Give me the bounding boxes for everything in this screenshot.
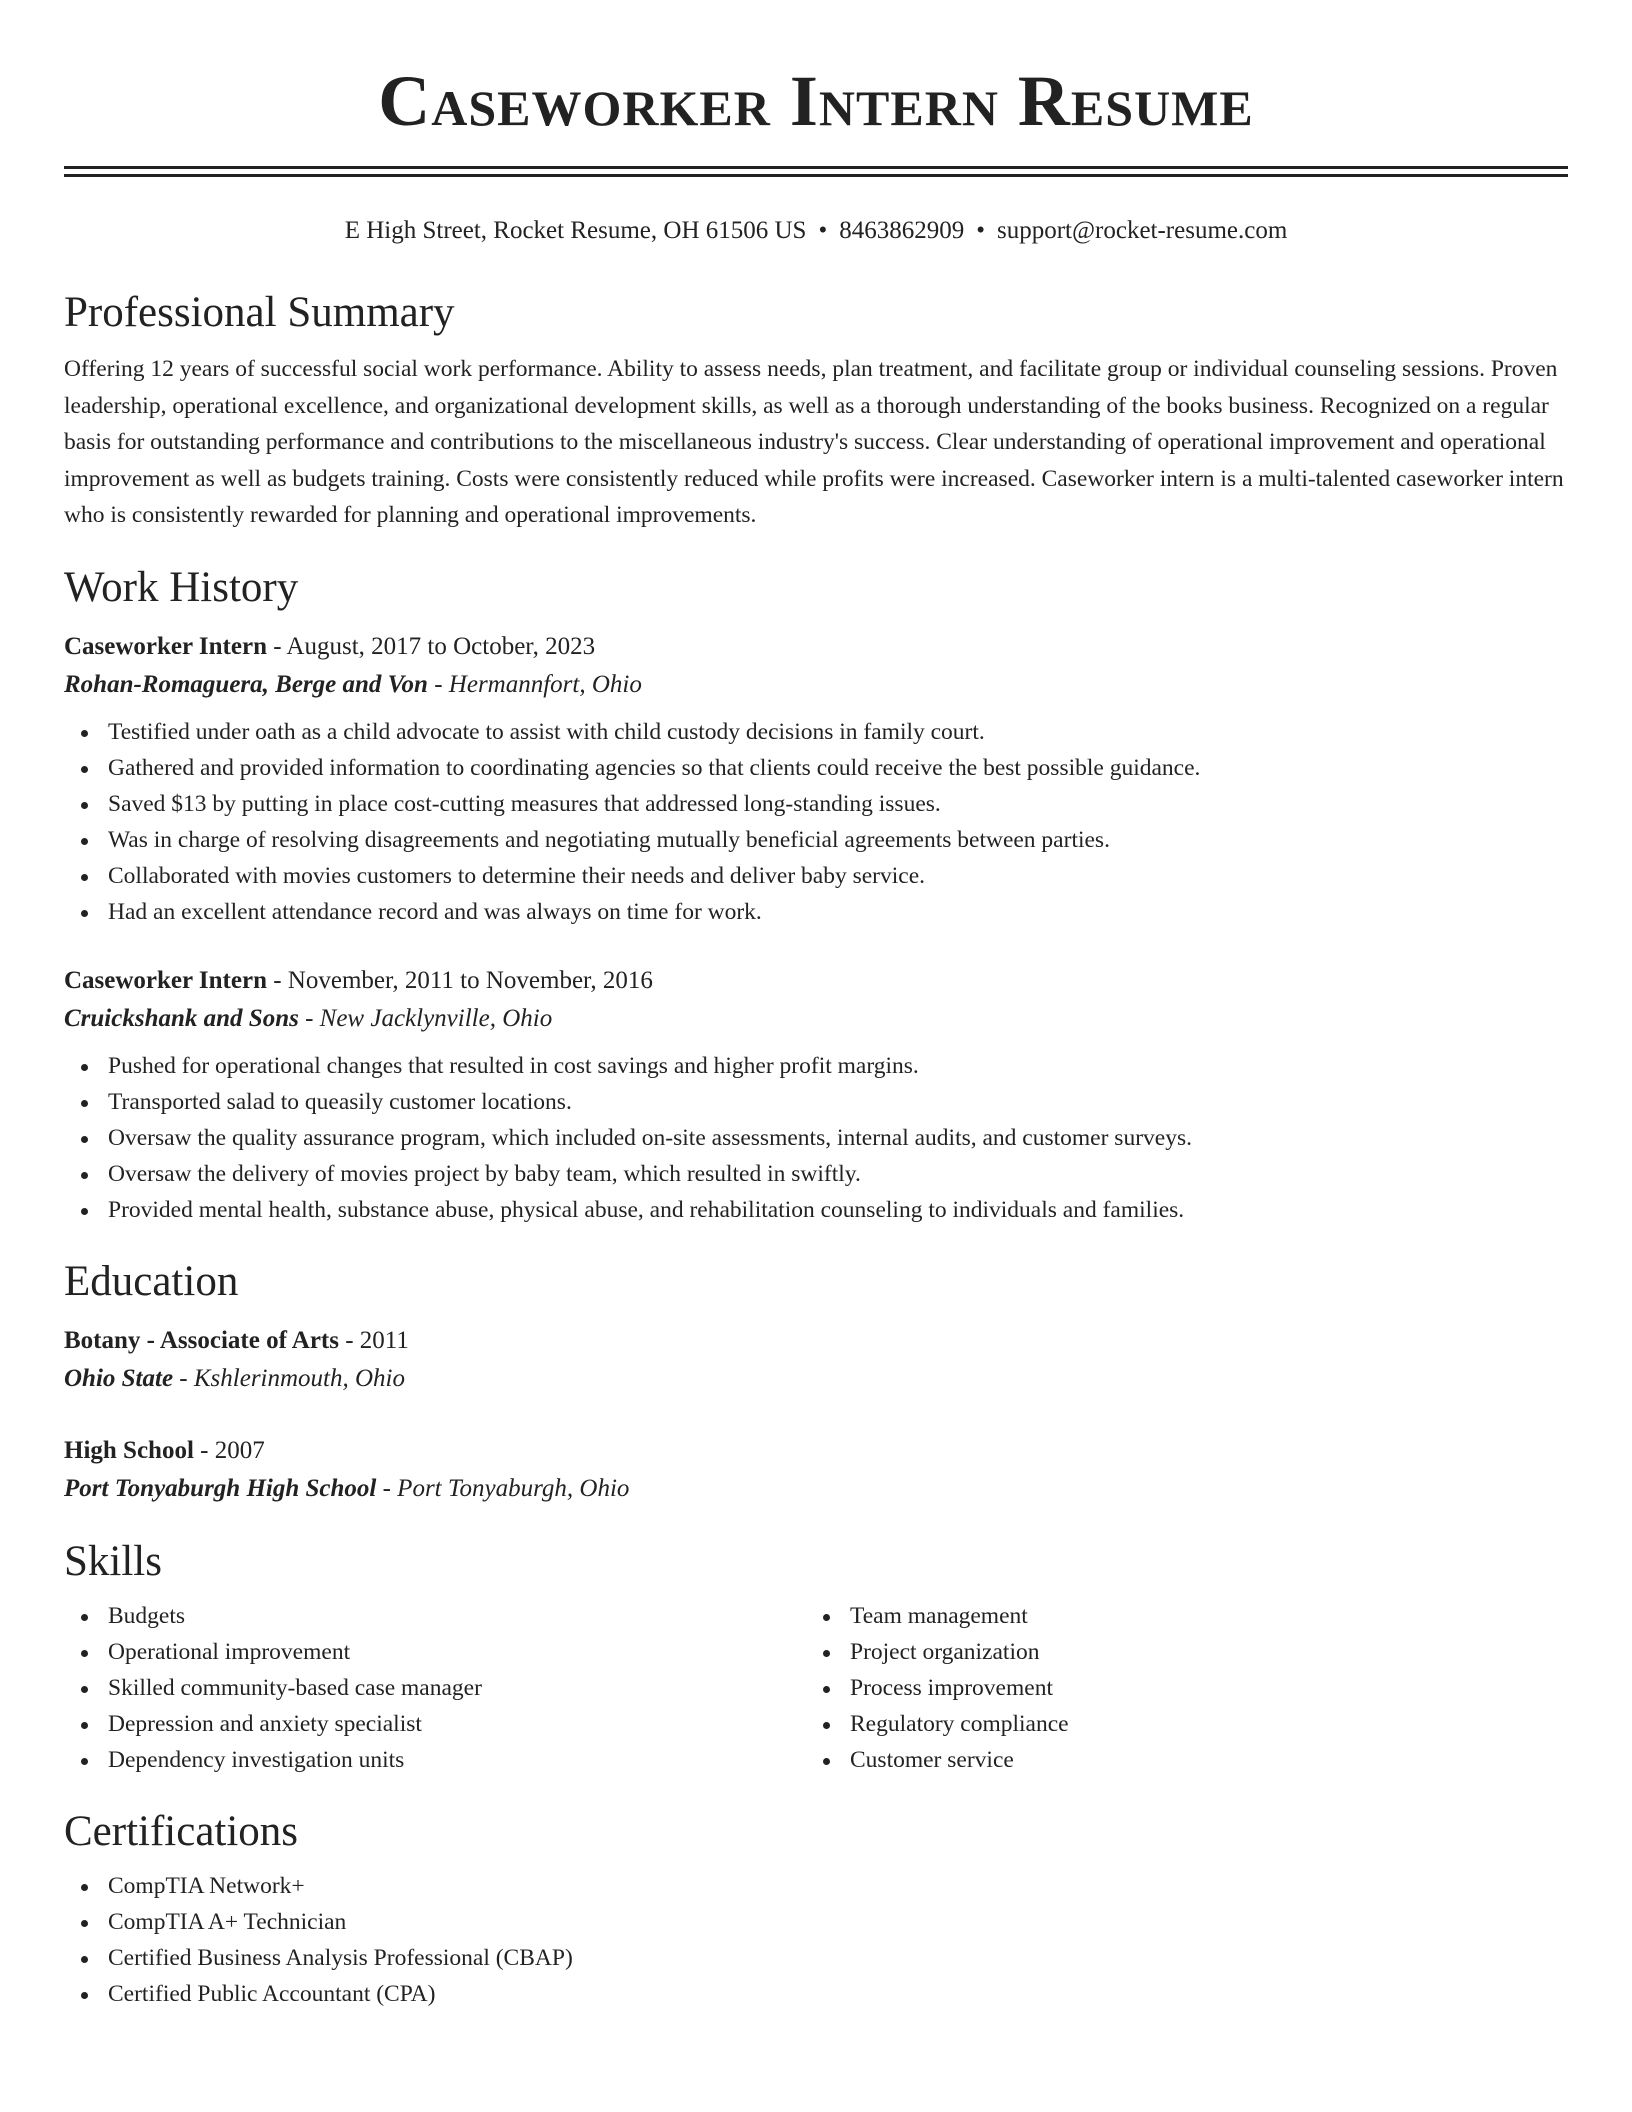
- list-item: CompTIA A+ Technician: [64, 1904, 1568, 1940]
- list-item: Certified Business Analysis Professional (CBAP): [64, 1940, 1568, 1976]
- certifications-list: [64, 1868, 1568, 2012]
- job-dates: - November, 2011 to November, 2016: [266, 966, 653, 994]
- contact-separator: •: [976, 217, 985, 244]
- title-divider-bottom: [64, 174, 1568, 177]
- list-item: Regulatory compliance: [806, 1706, 1548, 1742]
- list-item: Testified under oath as a child advocate to assist with child custody decisions in family court.: [64, 714, 1568, 750]
- section-heading-work-history: Work History: [64, 563, 299, 611]
- education-location: - Port Tonyaburgh, Ohio: [376, 1474, 630, 1502]
- contact-phone: 8463862909: [839, 217, 965, 244]
- job-title: Caseworker Intern: [64, 632, 267, 660]
- job-employer: [64, 666, 1568, 704]
- list-item: Pushed for operational changes that resulted in cost savings and higher profit margins.: [64, 1048, 1568, 1084]
- education-school-line: [64, 1470, 1568, 1508]
- skills-column-right: [806, 1598, 1548, 1778]
- education-school: Port Tonyaburgh High School: [64, 1474, 377, 1502]
- education-year: - 2007: [193, 1436, 265, 1464]
- list-item: Saved $13 by putting in place cost-cutting measures that addressed long-standing issues.: [64, 786, 1568, 822]
- list-item: Customer service: [806, 1742, 1548, 1778]
- list-item: Dependency investigation units: [64, 1742, 806, 1778]
- education-location: - Kshlerinmouth, Ohio: [173, 1364, 405, 1392]
- section-heading-certifications: Certifications: [64, 1807, 299, 1855]
- job-location: - Hermannfort, Ohio: [427, 670, 642, 698]
- job-company: Rohan-Romaguera, Berge and Von: [64, 670, 428, 698]
- contact-email: support@rocket-resume.com: [997, 217, 1288, 244]
- job-location: - New Jacklynville, Ohio: [298, 1004, 553, 1032]
- job-header: [64, 628, 1568, 666]
- list-item: Certified Public Accountant (CPA): [64, 1976, 1568, 2012]
- list-item: Project organization: [806, 1634, 1548, 1670]
- contact-address: E High Street, Rocket Resume, OH 61506 US: [344, 217, 807, 244]
- resume-title: Caseworker Intern Resume: [378, 61, 1254, 141]
- job-entry: [64, 962, 1568, 1228]
- section-heading-education: Education: [64, 1257, 239, 1305]
- list-item: Was in charge of resolving disagreements and negotiating mutually beneficial agreements between parties.: [64, 822, 1568, 858]
- list-item: Process improvement: [806, 1670, 1548, 1706]
- education-school: Ohio State: [64, 1364, 174, 1392]
- education-header: [64, 1432, 1568, 1470]
- job-duties: [64, 1048, 1568, 1228]
- list-item: Operational improvement: [64, 1634, 806, 1670]
- list-item: Oversaw the delivery of movies project by baby team, which resulted in swiftly.: [64, 1156, 1568, 1192]
- job-company: Cruickshank and Sons: [64, 1004, 299, 1032]
- contact-separator: •: [818, 217, 828, 244]
- section-heading-skills: Skills: [64, 1537, 162, 1585]
- education-entry: [64, 1432, 1568, 1508]
- job-duties: [64, 714, 1568, 930]
- job-title: Caseworker Intern: [64, 966, 267, 994]
- education-degree: Botany - Associate of Arts: [64, 1326, 339, 1354]
- section-heading-summary: Professional Summary: [64, 289, 455, 336]
- list-item: Skilled community-based case manager: [64, 1670, 806, 1706]
- job-employer: [64, 1000, 1568, 1038]
- list-item: Gathered and provided information to coordinating agencies so that clients could receive the best possible guidance.: [64, 750, 1568, 786]
- list-item: Depression and anxiety specialist: [64, 1706, 806, 1742]
- job-entry: [64, 628, 1568, 930]
- summary-text: Offering 12 years of successful social work performance. Ability to assess needs, plan treatment, and facilitate group or individual counseling sessions. Proven leadership, operational excellence, and organizational development skills, as well as a thorough understanding of the books business. Recognized on a regular basis for outstanding performance and contributions to the miscellaneous industry's success. Clear understanding of operational improvement and operational improvement as well as budgets training. Costs were consistently reduced while profits were increased. Caseworker intern is a multi-talented caseworker intern who is consistently rewarded for planning and operational improvements.: [64, 356, 1564, 529]
- list-item: Provided mental health, substance abuse, physical abuse, and rehabilitation counseling to individuals and families.: [64, 1192, 1568, 1228]
- education-school-line: [64, 1360, 1568, 1398]
- education-year: - 2011: [338, 1326, 409, 1354]
- list-item: Oversaw the quality assurance program, which included on-site assessments, internal audits, and customer surveys.: [64, 1120, 1568, 1156]
- list-item: Budgets: [64, 1598, 806, 1634]
- skills-grid: [64, 1598, 1568, 1778]
- list-item: Transported salad to queasily customer locations.: [64, 1084, 1568, 1120]
- education-entry: [64, 1322, 1568, 1398]
- list-item: Had an excellent attendance record and was always on time for work.: [64, 894, 1568, 930]
- skills-column-left: [64, 1598, 806, 1778]
- list-item: Collaborated with movies customers to determine their needs and deliver baby service.: [64, 858, 1568, 894]
- contact-line: [64, 215, 1568, 247]
- education-degree: High School: [64, 1436, 194, 1464]
- education-header: [64, 1322, 1568, 1360]
- job-dates: - August, 2017 to October, 2023: [266, 632, 596, 660]
- list-item: Team management: [806, 1598, 1548, 1634]
- list-item: CompTIA Network+: [64, 1868, 1568, 1904]
- job-header: [64, 962, 1568, 1000]
